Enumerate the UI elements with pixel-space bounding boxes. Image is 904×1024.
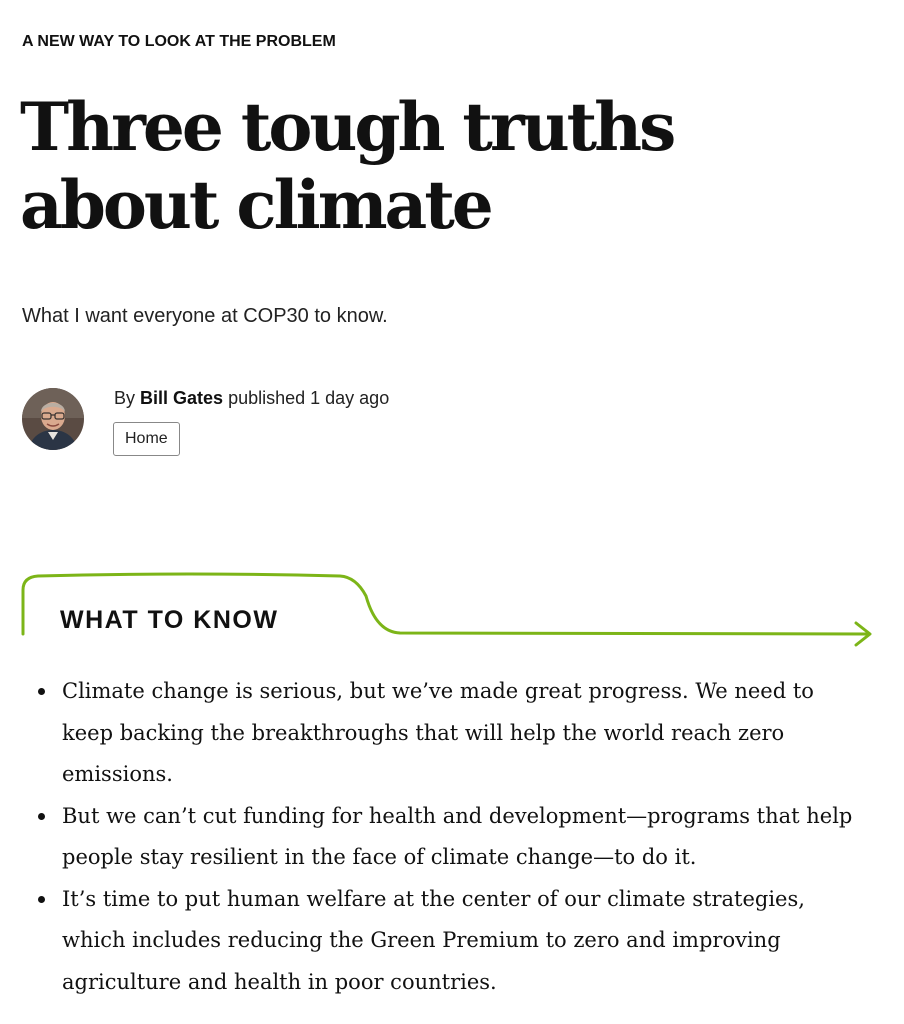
list-item <box>62 796 862 879</box>
list-item-text: But we can’t cut funding for health and development—programs that help people stay resilient in the face of climate change—to do it. <box>62 803 853 869</box>
list-item-text: Climate change is serious, but we’ve made great progress. We need to keep backing the breakthroughs that will help the world reach zero emissions. <box>62 679 814 786</box>
article-kicker: A NEW WAY TO LOOK AT THE PROBLEM <box>22 33 336 50</box>
bullet-dot-icon <box>38 896 45 903</box>
list-item <box>62 879 862 1004</box>
published-time: published 1 day ago <box>228 388 390 408</box>
author-avatar[interactable] <box>22 388 84 450</box>
bullet-dot-icon <box>38 688 45 695</box>
what-to-know-list <box>62 671 862 1003</box>
list-item <box>62 671 862 796</box>
article-byline <box>114 388 389 409</box>
bullet-dot-icon <box>38 813 45 820</box>
author-photo-icon <box>22 388 84 450</box>
list-item-text: It’s time to put human welfare at the center of our climate strategies, which includes reducing the Green Premium to zero and improving agriculture and health in poor countries. <box>62 886 805 994</box>
article-headline: Three tough truths about climate <box>20 88 674 244</box>
article-dek: What I want everyone at COP30 to know. <box>22 305 388 327</box>
author-link[interactable]: Bill Gates <box>140 388 224 408</box>
category-tag[interactable]: Home <box>113 422 180 456</box>
byline-prefix: By <box>114 388 136 408</box>
what-to-know-title: WHAT TO KNOW <box>60 606 279 634</box>
